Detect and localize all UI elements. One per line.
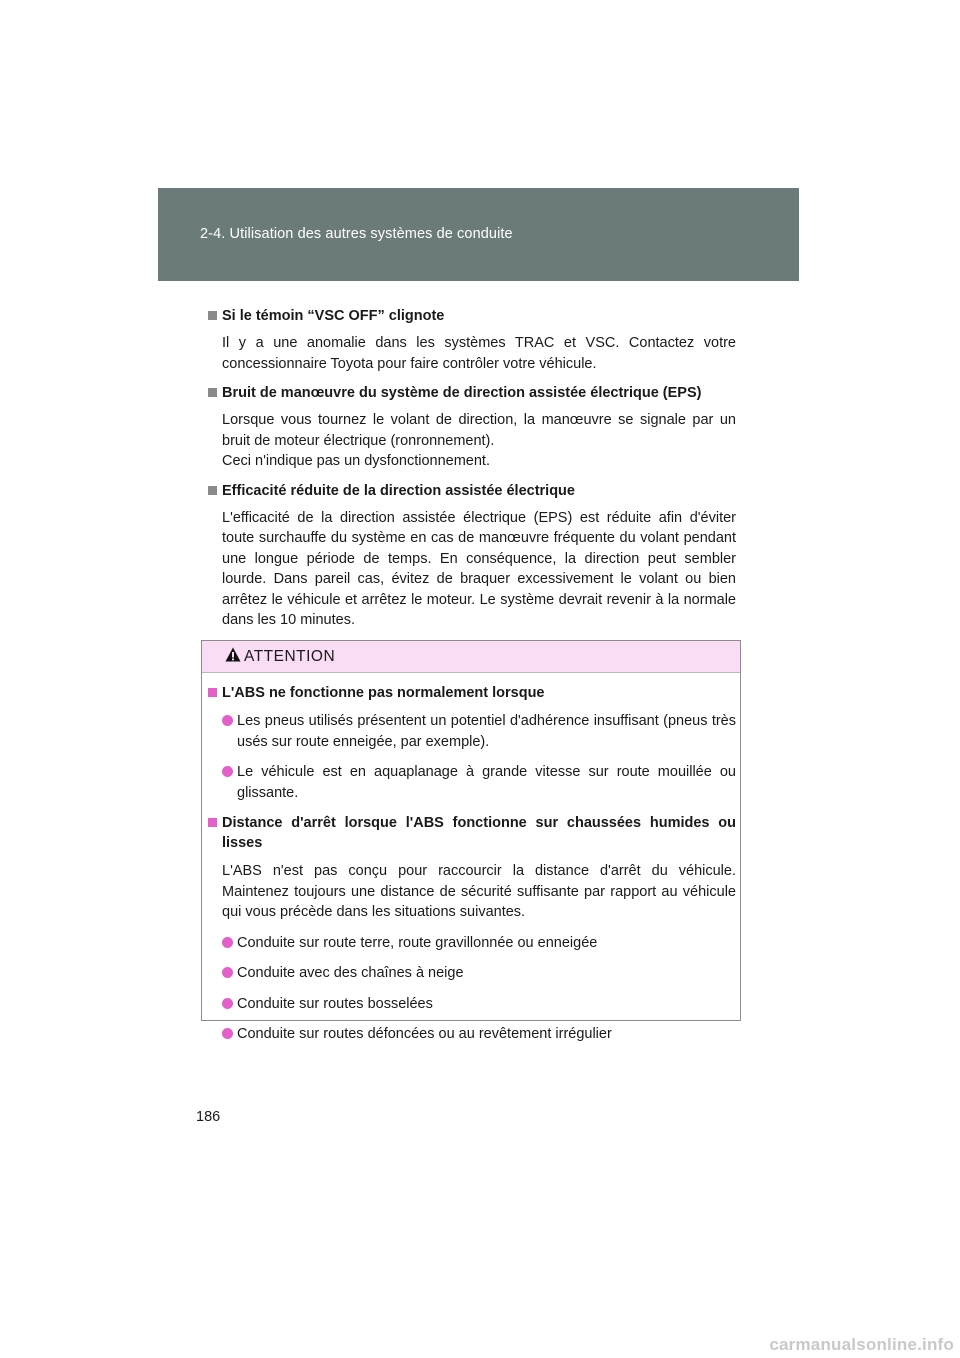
section-vsc-off (208, 306, 736, 374)
square-bullet-icon (208, 818, 217, 827)
attention-box (201, 640, 741, 1042)
breadcrumb: 2-4. Utilisation des autres systèmes de conduite (200, 226, 513, 242)
main-content (208, 306, 736, 640)
bullet-item: Le véhicule est en aquaplanage à grande vitesse sur route mouillée ou glissante. (222, 762, 736, 803)
circle-bullet-icon (222, 766, 233, 777)
bullet-item: Conduite sur routes défoncées ou au revêtement irrégulier (222, 1024, 736, 1045)
bullet-item: Conduite avec des chaînes à neige (222, 963, 736, 984)
section-eps-noise (208, 383, 736, 472)
section-title: Bruit de manœuvre du système de direction assistée électrique (EPS) (208, 383, 736, 403)
attention-header (202, 641, 740, 673)
bullet-item: Les pneus utilisés présentent un potentiel d'adhérence insuffisant (pneus très usés sur route enneigée, par exemple). (222, 711, 736, 752)
square-bullet-icon (208, 388, 217, 397)
page-number: 186 (196, 1109, 221, 1125)
section-eps-reduced (208, 481, 736, 631)
attention-item-body: L'ABS n'est pas conçu pour raccourcir la distance d'arrêt du véhicule. Maintenez toujours une distance de sécurité suffisante par rapport au véhicule qui vous précède dans les situations suivantes. (222, 863, 736, 920)
attention-item-title: L'ABS ne fonctionne pas normalement lorsque (208, 683, 736, 703)
section-body: Il y a une anomalie dans les systèmes TRAC et VSC. Contactez votre concessionnaire Toyota pour faire contrôler votre véhicule. (222, 335, 736, 372)
warning-triangle-icon (225, 647, 241, 662)
circle-bullet-icon (222, 998, 233, 1009)
section-body: Lorsque vous tournez le volant de direction, la manœuvre se signale par un bruit de moteur électrique (ronronnement). Ceci n'indique pas un dysfonctionnement. (222, 412, 736, 469)
square-bullet-icon (208, 311, 217, 320)
section-title: Efficacité réduite de la direction assistée électrique (208, 481, 736, 501)
watermark: carmanualsonline.info (769, 1335, 954, 1354)
bullet-item: Conduite sur route terre, route gravillonnée ou enneigée (222, 933, 736, 954)
square-bullet-icon (208, 486, 217, 495)
attention-label: ATTENTION (244, 648, 336, 665)
bullet-item: Conduite sur routes bosselées (222, 994, 736, 1015)
circle-bullet-icon (222, 715, 233, 726)
square-bullet-icon (208, 688, 217, 697)
section-header-bar (158, 188, 799, 281)
circle-bullet-icon (222, 967, 233, 978)
circle-bullet-icon (222, 1028, 233, 1039)
section-title: Si le témoin “VSC OFF” clignote (208, 306, 736, 326)
circle-bullet-icon (222, 937, 233, 948)
attention-body (208, 683, 736, 1055)
attention-item-title: Distance d'arrêt lorsque l'ABS fonctionne sur chaussées humides ou lisses (208, 813, 736, 853)
section-body: L'efficacité de la direction assistée électrique (EPS) est réduite afin d'éviter toute surchauffe du système en cas de manœuvre fréquente du volant pendant une longue période de temps. En conséquence, la direction peut sembler lourde. Dans pareil cas, évitez de braquer excessivement le volant ou bien arrêtez le véhicule et arrêtez le moteur. Le système devrait revenir à la normale dans les 10 minutes. (222, 509, 736, 628)
